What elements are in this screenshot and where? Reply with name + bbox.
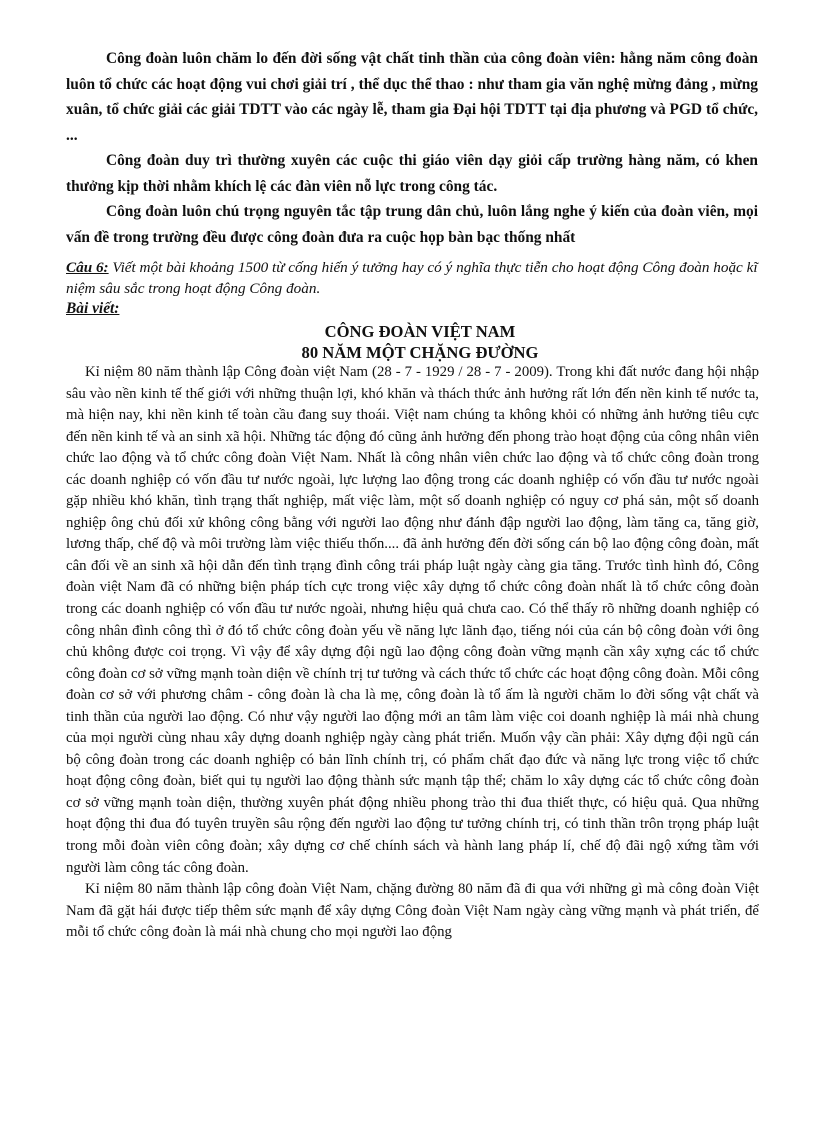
article-body [66, 362, 759, 944]
article-paragraph-2: Kỉ niệm 80 năm thành lập công đoàn Việt Nam, chặng đường 80 năm đã đi qua với những gì mà công đoàn Việt Nam đã gặt hái được tiếp thêm sức mạnh để xây dựng Công đoàn Việt Nam ngày càng vững mạnh và phát triển, để mỗi tổ chức công đoàn là mái nhà chung cho mọi người lao động [66, 881, 759, 941]
article-paragraph-1: Kỉ niệm 80 năm thành lập Công đoàn việt Nam (28 - 7 - 1929 / 28 - 7 - 2009). Trong khi đất nước đang hội nhập sâu vào nền kinh tế thế giới với những thuận lợi, khó khăn và thách thức ảnh hưởng rất lớn đến nền kinh tế nước ta, mà hiện nay, khi nền kinh tế toàn cầu đang suy thoái. Việt nam chúng ta không khỏi có những ảnh hưởng tiêu cực đến nền kinh tế và an sinh xã hội. Những tác động đó cũng ảnh hưởng đến phong trào hoạt động của công nhân viên chức lao động và tổ chức công đoàn Việt Nam. Nhất là công nhân viên chức lao động và tổ chức công đoàn trong các doanh nghiệp có vốn đầu tư nước ngoài, lực lượng lao động trong các doanh nghiệp có vốn đầu tư nước ngoài gặp nhiều khó khăn, tình trạng thất nghiệp, mất việc làm, một số doanh nghiệp có nguy cơ phá sản, một số doanh nghiệp ông chủ đối xử không công bằng với người lao động như đánh đập người lao động, làm tăng ca, tăng giờ, lương thấp, chế độ và môi trường làm việc thiếu thốn.... đã ảnh hưởng đến đời sống cán bộ lao động công đoàn, mất cân đối về an sinh xã hội dẫn đến tình trạng đình công trái pháp luật ngày càng gia tăng. Trước tình hình đó, Công đoàn việt Nam đã có những biện pháp tích cực trong việc xây dựng tổ chức công đoàn nhất là tổ chức công đoàn trong các doanh nghiệp có vốn đầu tư nước ngoài, nhưng hiệu quả chưa cao. Có thể thấy rõ những doanh nghiệp có công nhân đình công thì ở đó tổ chức công đoàn yếu về năng lực lãnh đạo, tiếng nói của cán bộ công đoàn với ông chủ không được coi trọng. Vì vậy để xây dựng đội ngũ lao động công đoàn vững mạnh cần xây xựng các tổ chức công đoàn cơ sở vững mạnh toàn diện về chính trị tư tưởng và cách thức tổ chức các hoạt động công đoàn. Mỗi công đoàn cơ sở với phương châm - công đoàn là cha là mẹ, công đoàn là tổ ấm là người chăm lo đời sống vật chất và tinh thần của người lao động. Có như vậy người lao động mới an tâm làm việc coi doanh nghiệp là mái nhà chung của mọi người cùng nhau xây dựng doanh nghiệp ngày càng phát triển. Muốn vậy cần phải: Xây dựng đội ngũ cán bộ công đoàn trong các doanh nghiệp có bản lĩnh chính trị, có phẩm chất đạo đức và năng lực trong việc tổ chức hoạt động công đoàn, biết qui tụ người lao động thành sức mạnh tập thể; chăm lo xây dựng các tổ chức công đoàn cơ sở vững mạnh toàn diện, thường xuyên phát động nhiều phong trào thi đua thiết thực, có hiệu quả. Qua những hoạt động thi đua đó tuyên truyền sâu rộng đến người lao động tư tưởng chính trị, có tinh thần trôn trọng pháp luật trong mỗi đoàn viên công đoàn; xây dựng cơ chế chính sách và hành lang pháp lí, chế độ đãi ngộ xứng tầm với người làm công tác công đoàn. [66, 364, 759, 876]
article-title: CÔNG ĐOÀN VIỆT NAM [324, 322, 516, 341]
article-subtitle: 80 NĂM MỘT CHẶNG ĐƯỜNG [301, 343, 539, 362]
article-label: Bài viết: [66, 300, 120, 317]
question-label: Câu 6: [66, 259, 109, 276]
article-heading [0, 321, 816, 363]
question-text: Viết một bài khoảng 1500 từ cống hiến ý tưởng hay có ý nghĩa thực tiễn cho hoạt động Công đoàn hoặc kĩ niệm sâu sắc trong hoạt động Công đoàn. [66, 259, 758, 297]
intro-paragraph-2: Công đoàn duy trì thường xuyên các cuộc thi giáo viên dạy giỏi cấp trường hàng năm, có khen thưởng kịp thời nhằm khích lệ các đàn viên nỗ lực trong công tác. [66, 152, 758, 195]
intro-paragraph-3: Công đoàn luôn chú trọng nguyên tắc tập trung dân chủ, luôn lắng nghe ý kiến của đoàn viên, mọi vấn đề trong trường đều được công đoàn đưa ra cuộc họp bàn bạc thống nhất [66, 203, 758, 246]
intro-section [66, 46, 758, 250]
intro-paragraph-1: Công đoàn luôn chăm lo đến đời sống vật chất tinh thần của công đoàn viên: hằng năm công đoàn luôn tổ chức các hoạt động vui chơi giải trí , thể dục thể thao : như tham gia văn nghệ mừng đảng , mừng xuân, tổ chức giải các giải TDTT vào các ngày lễ, tham gia Đại hội TDTT tại địa phương và PGD tổ chức, ... [66, 50, 758, 144]
question-6 [66, 257, 766, 299]
